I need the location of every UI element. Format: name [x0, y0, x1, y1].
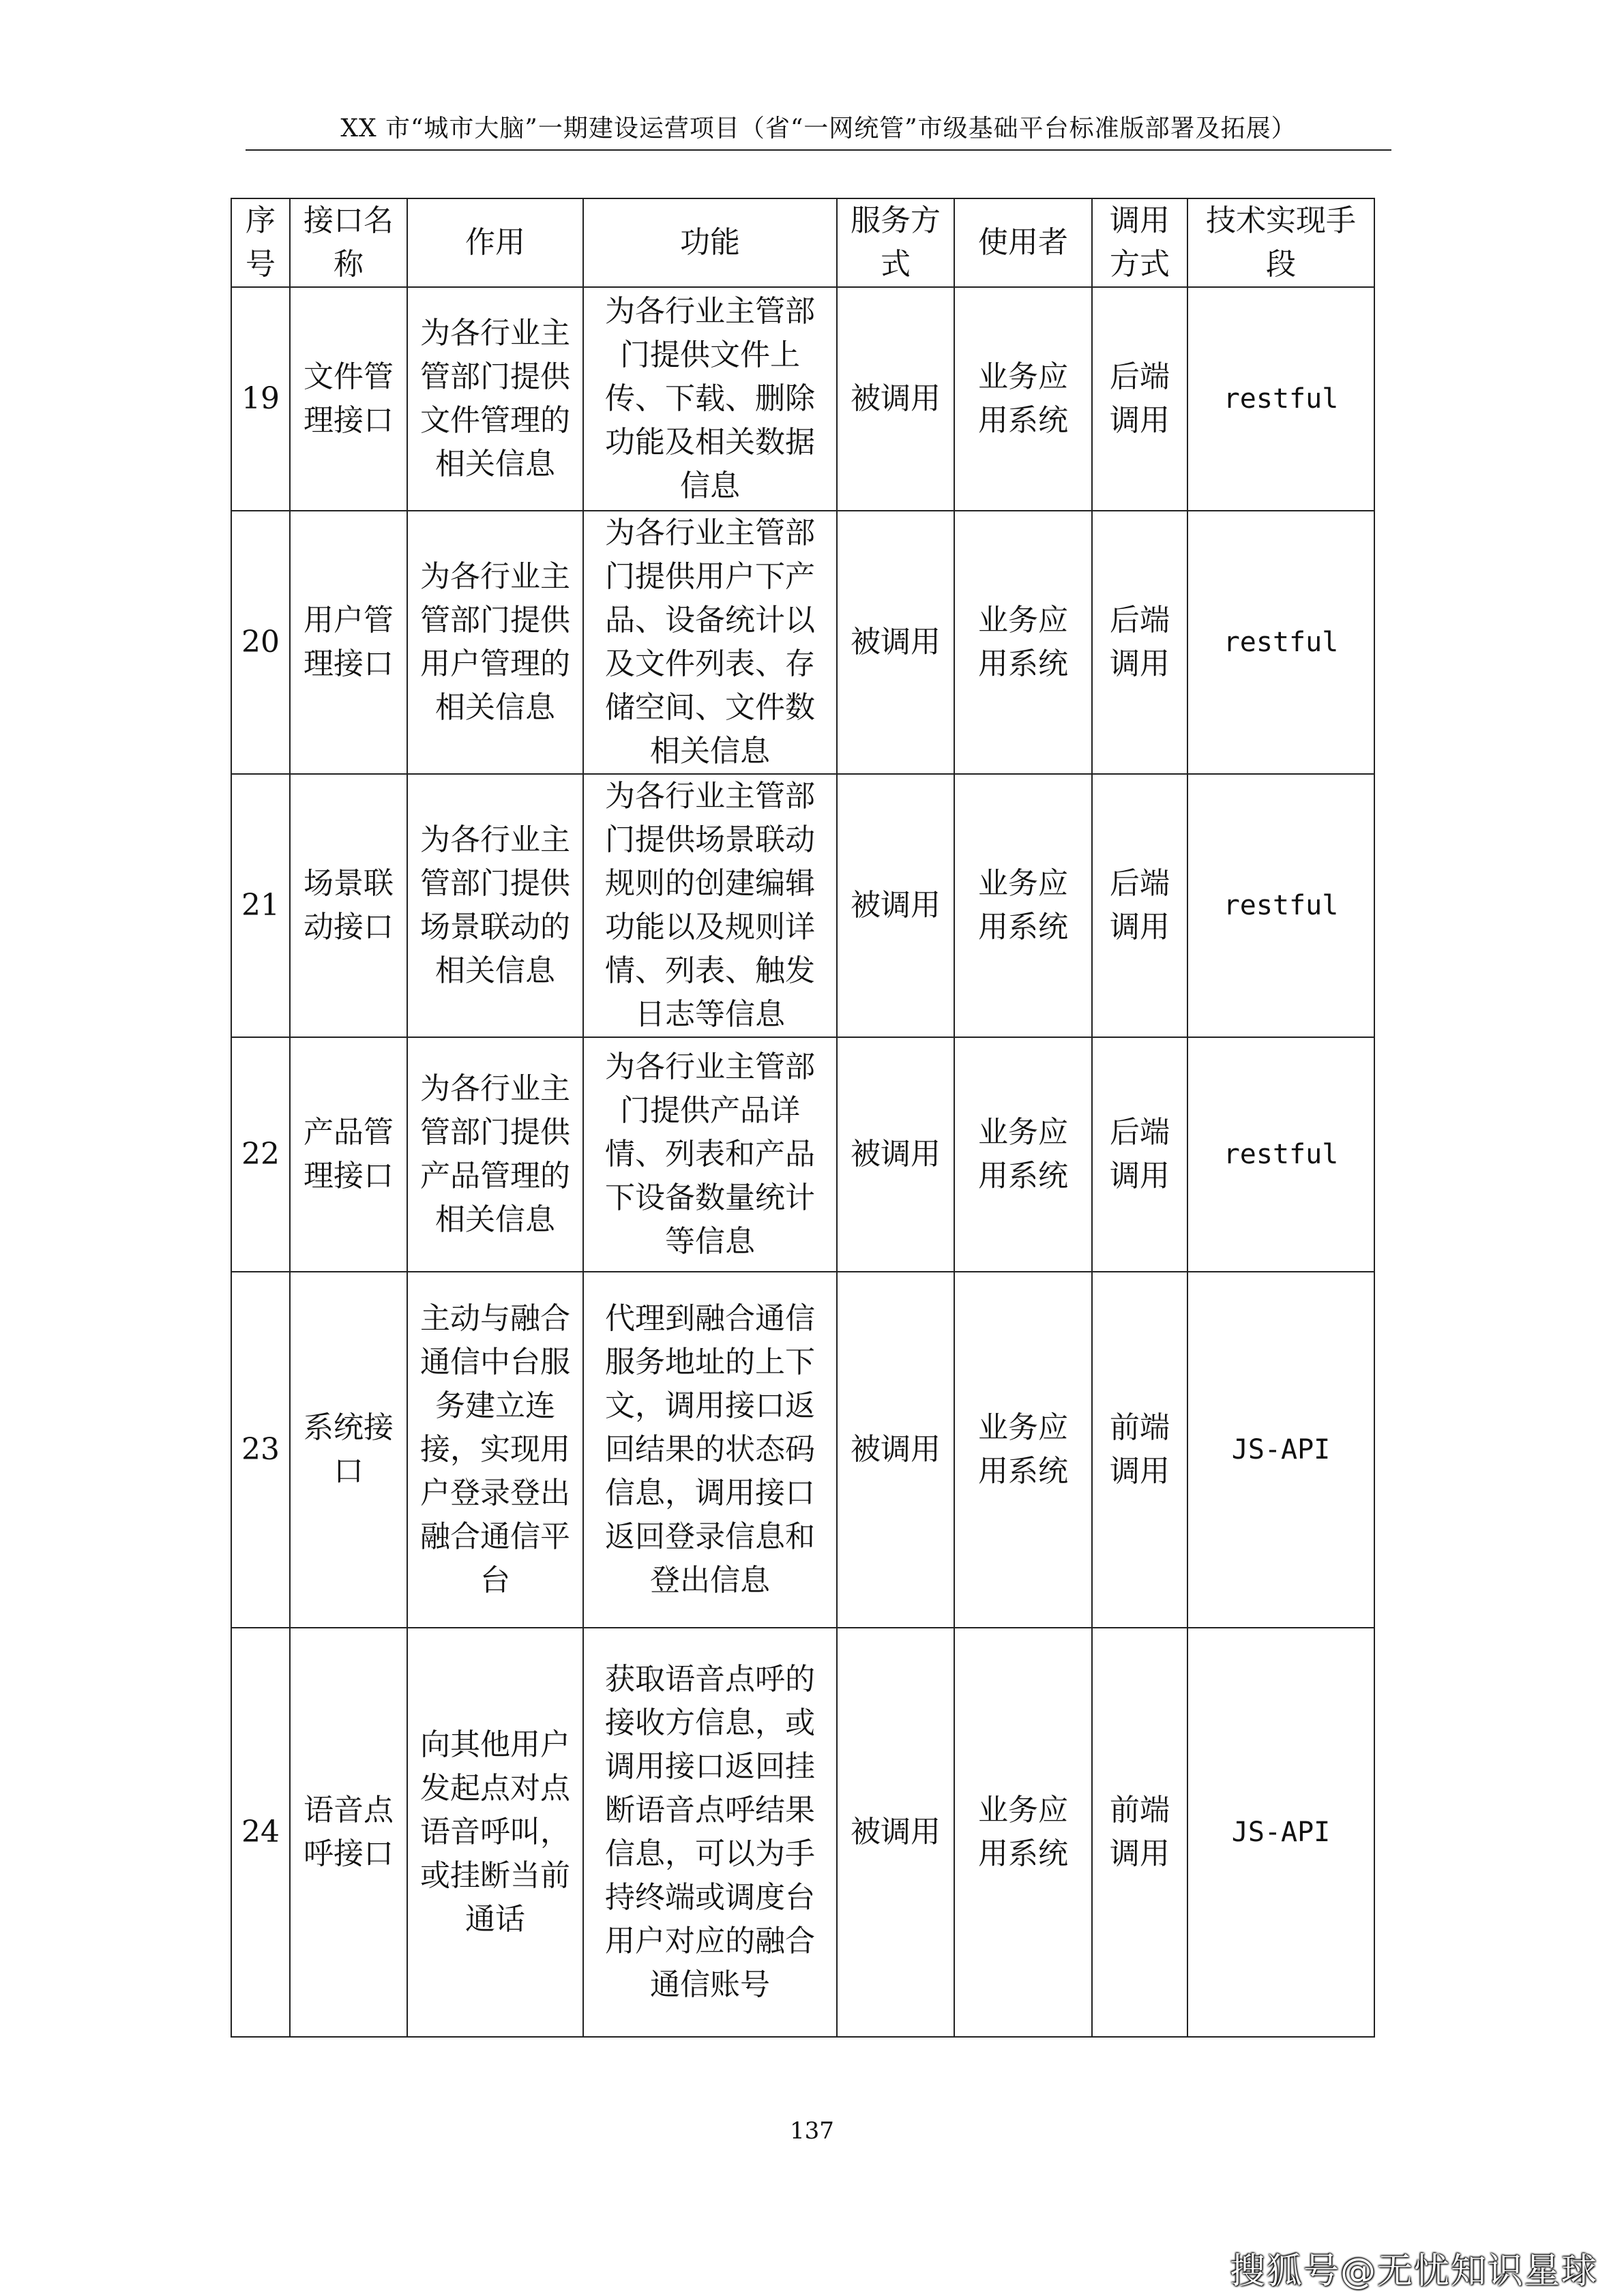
cell-no: 20 [231, 511, 290, 774]
cell-service-mode: 被调用 [837, 774, 954, 1037]
table-header-row [231, 198, 1374, 287]
cell-name: 场景联动接口 [290, 774, 407, 1037]
cell-function: 为各行业主管部门提供场景联动规则的创建编辑功能以及规则详情、列表、触发日志等信息 [583, 774, 837, 1037]
header-tech: 技术实现手段 [1187, 198, 1374, 287]
cell-function: 为各行业主管部门提供文件上传、下载、删除功能及相关数据信息 [583, 287, 837, 511]
cell-no: 22 [231, 1037, 290, 1272]
cell-call-mode: 后端调用 [1092, 511, 1187, 774]
cell-user: 业务应用系统 [954, 287, 1092, 511]
cell-no: 21 [231, 774, 290, 1037]
cell-name: 用户管理接口 [290, 511, 407, 774]
cell-service-mode: 被调用 [837, 511, 954, 774]
cell-name: 文件管理接口 [290, 287, 407, 511]
cell-purpose: 为各行业主管部门提供产品管理的相关信息 [407, 1037, 583, 1272]
cell-purpose: 主动与融合通信中台服务建立连接，实现用户登录登出融合通信平台 [407, 1272, 583, 1628]
cell-tech: JS-API [1187, 1272, 1374, 1628]
header-call-mode: 调用方式 [1092, 198, 1187, 287]
cell-user: 业务应用系统 [954, 1628, 1092, 2037]
page-number: 137 [790, 2117, 834, 2145]
header-rule [246, 149, 1391, 151]
cell-purpose: 向其他用户发起点对点语音呼叫，或挂断当前通话 [407, 1628, 583, 2037]
cell-call-mode: 后端调用 [1092, 774, 1187, 1037]
cell-tech: restful [1187, 774, 1374, 1037]
watermark: 搜狐号@无忧知识星球 [1229, 2251, 1598, 2292]
cell-user: 业务应用系统 [954, 774, 1092, 1037]
table-row [231, 1037, 1374, 1272]
cell-call-mode: 后端调用 [1092, 287, 1187, 511]
cell-service-mode: 被调用 [837, 287, 954, 511]
cell-tech: JS-API [1187, 1628, 1374, 2037]
cell-purpose: 为各行业主管部门提供文件管理的相关信息 [407, 287, 583, 511]
cell-call-mode: 后端调用 [1092, 1037, 1187, 1272]
header-user: 使用者 [954, 198, 1092, 287]
table-row [231, 1272, 1374, 1628]
cell-function: 为各行业主管部门提供用户下产品、设备统计以及文件列表、存储空间、文件数相关信息 [583, 511, 837, 774]
cell-user: 业务应用系统 [954, 1037, 1092, 1272]
cell-function: 代理到融合通信服务地址的上下文，调用接口返回结果的状态码信息，调用接口返回登录信息和登出信息 [583, 1272, 837, 1628]
running-header: XX 市“城市大脑”一期建设运营项目（省“一网统管”市级基础平台标准版部署及拓展） [340, 115, 1297, 143]
cell-service-mode: 被调用 [837, 1272, 954, 1628]
cell-user: 业务应用系统 [954, 1272, 1092, 1628]
header-purpose: 作用 [407, 198, 583, 287]
cell-no: 24 [231, 1628, 290, 2037]
cell-call-mode: 前端调用 [1092, 1272, 1187, 1628]
cell-tech: restful [1187, 511, 1374, 774]
header-name: 接口名称 [290, 198, 407, 287]
interface-table [231, 198, 1375, 2038]
cell-no: 23 [231, 1272, 290, 1628]
cell-name: 语音点呼接口 [290, 1628, 407, 2037]
cell-no: 19 [231, 287, 290, 511]
cell-name: 产品管理接口 [290, 1037, 407, 1272]
cell-service-mode: 被调用 [837, 1037, 954, 1272]
header-service-mode: 服务方式 [837, 198, 954, 287]
cell-function: 为各行业主管部门提供产品详情、列表和产品下设备数量统计等信息 [583, 1037, 837, 1272]
cell-tech: restful [1187, 287, 1374, 511]
cell-service-mode: 被调用 [837, 1628, 954, 2037]
cell-call-mode: 前端调用 [1092, 1628, 1187, 2037]
cell-purpose: 为各行业主管部门提供用户管理的相关信息 [407, 511, 583, 774]
cell-user: 业务应用系统 [954, 511, 1092, 774]
table-row [231, 511, 1374, 774]
cell-function: 获取语音点呼的接收方信息，或调用接口返回挂断语音点呼结果信息，可以为手持终端或调度台用户对应的融合通信账号 [583, 1628, 837, 2037]
cell-purpose: 为各行业主管部门提供场景联动的相关信息 [407, 774, 583, 1037]
header-function: 功能 [583, 198, 837, 287]
header-no: 序号 [231, 198, 290, 287]
table-row [231, 1628, 1374, 2037]
table-row [231, 287, 1374, 511]
cell-name: 系统接口 [290, 1272, 407, 1628]
table-row [231, 774, 1374, 1037]
cell-tech: restful [1187, 1037, 1374, 1272]
